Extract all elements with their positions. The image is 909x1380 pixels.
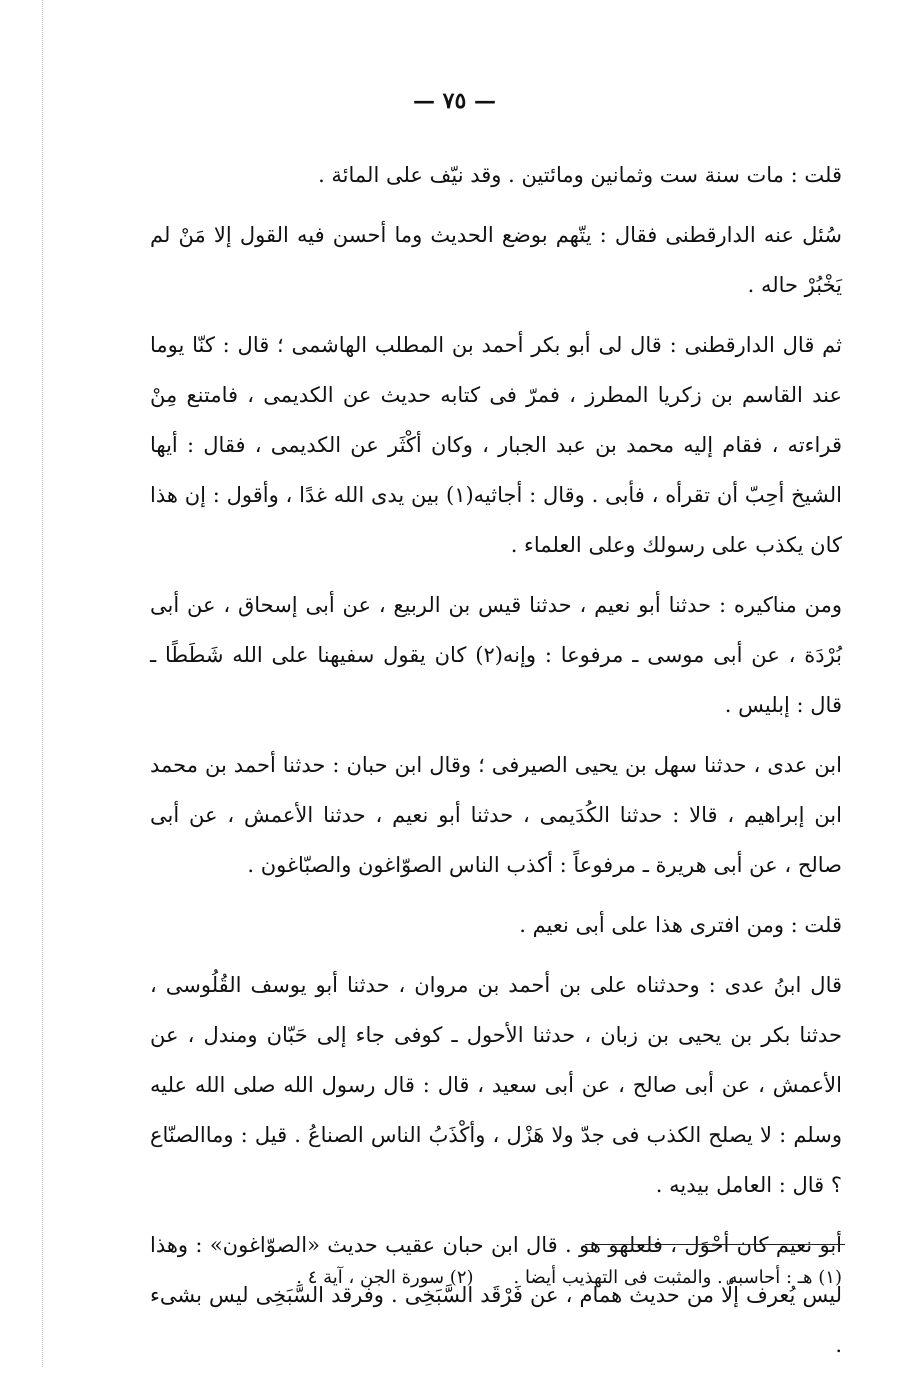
footnote-2: (٢) سورة الجن ، آية ٤ . [296,1267,474,1288]
footnote-1: (١) هـ : أحاسبه . والمثبت فى التهذيب أيضا . [513,1267,842,1288]
paragraph: ومن مناكيره : حدثنا أبو نعيم ، حدثنا قيس بن الربيع ، عن أبى إسحاق ، عن أبى بُرْدَة ، عن أبى موسى ـ مرفوعا : وإنه(٢) كان يقول سفيهنا على الله شَطَطًا ـ قال : إبليس . [150,593,843,717]
body-text [150,150,842,1380]
paragraph: أبو نعيم كان أحْوَل ، فلعلهو هو . قال ابن حبان عقيب حديث «الصوّاغون» : وهذا ليس يُعرف إلّا من حديث همام ، عن فَرْقَد السَّبَخِى . وفرقد السَّبَخِى ليس بشىء . [150,1233,842,1357]
paragraph: قال ابنُ عدى : وحدثناه على بن أحمد بن مروان ، حدثنا أبو يوسف القُلُوسى ، حدثنا بكر بن يحيى بن زبان ، حدثنا الأحول ـ كوفى جاء إلى حَبّان ومندل ، عن الأعمش ، عن أبى صالح ، عن أبى سعيد ، قال : قال رسول الله صلى الله عليه وسلم : لا يصلح الكذب فى جدّ ولا هَزْل ، وأكْذَبُ الناس الصناعُ . قيل : وماالصنّاع ؟ قال : العامل بيديه . [150,973,842,1197]
footnotes [150,1262,842,1294]
footnote-divider [585,1244,845,1245]
paragraph: ثم قال الدارقطنى : قال لى أبو بكر أحمد بن المطلب الهاشمى ؛ قال : كنّا يوما عند القاسم بن زكريا المطرز ، فمرّ فى كتابه حديث عن الكديمى ، فامتنع مِنْ قراءته ، فقام إليه محمد بن عبد الجبار ، وكان أكْثَر عن الكديمى ، فقال : أيها الشيخ أحِبّ أن تقرأه ، فأبى . وقال : أجاثيه(١) بين يدى الله غدًا ، وأقول : إن هذا كان يكذب على رسولك وعلى العلماء . [150,333,843,557]
scan-edge-mark [42,0,43,1367]
paragraph: ابن عدى ، حدثنا سهل بن يحيى الصيرفى ؛ وقال ابن حبان : حدثنا أحمد بن محمد ابن إبراهيم ، قالا : حدثنا الكُدَيمى ، حدثنا أبو نعيم ، حدثنا الأعمش ، عن أبى صالح ، عن أبى هريرة ـ مرفوعاً : أكذب الناس الصوّاغون والصبّاغون . [150,753,842,877]
page-number: — ٧٥ — [413,88,496,114]
paragraph: قلت : ومن افترى هذا على أبى نعيم . [519,913,842,937]
paragraph: قلت : مات سنة ست وثمانين ومائتين . وقد نيّف على المائة . [318,163,842,187]
paragraph: سُئل عنه الدارقطنى فقال : يتّهم بوضع الحديث وما أحسن فيه القول إلا مَنْ لم يَخْبُرْ حاله . [150,223,842,297]
